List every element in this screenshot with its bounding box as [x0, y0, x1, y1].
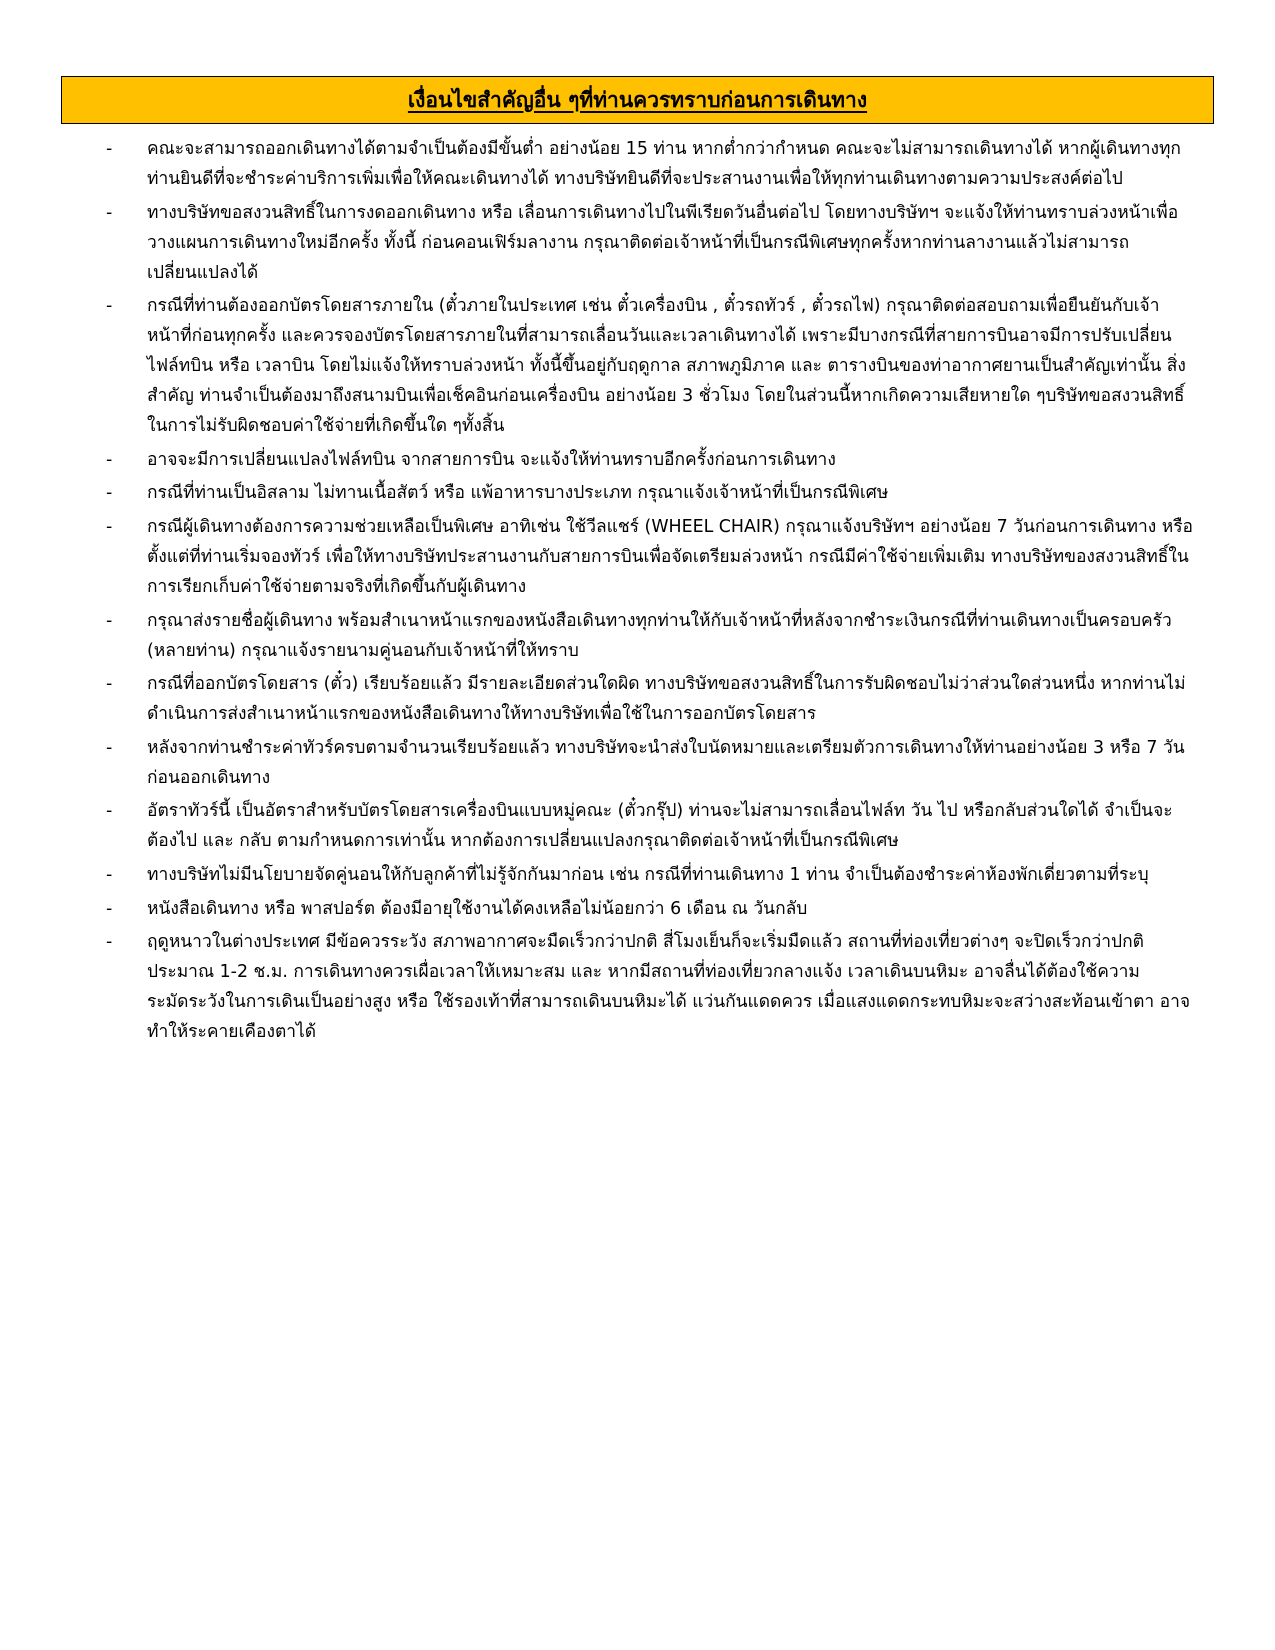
bullet-dash: - [106, 610, 113, 631]
condition-text: คณะจะสามารถออกเดินทางได้ตามจำเป็นต้องมีขั้นต่ำ อย่างน้อย 15 ท่าน หากต่ำกว่ากำหนด คณะจะไม่สามารถเดินทางได้ หากผู้เดินทางทุกท่านยินดีที่จะชำระค่าบริการเพิ่มเพื่อให้คณะเดินทางได้ ทางบริษัทยินดีที่จะประสานงานเพื่อให้ทุกท่านเดินทางตามความประสงค์ต่อไป [147, 139, 1181, 189]
condition-item [106, 894, 1196, 924]
bullet-dash: - [106, 674, 113, 695]
condition-text: ฤดูหนาวในต่างประเทศ มีข้อควรระวัง สภาพอากาศจะมืดเร็วกว่าปกติ สี่โมงเย็นก็จะเริ่มมืดแล้ว สถานที่ท่องเที่ยวต่างๆ จะปิดเร็วกว่าปกติ ประมาณ 1-2 ช.ม. การเดินทางควรเผื่อเวลาให้เหมาะสม และ หากมีสถานที่ท่องเที่ยวกลางแจ้ง เวลาเดินบนหิมะ อาจลื่นได้ต้องใช้ความระมัดระวังในการเดินเป็นอย่างสูง หรือ ใช้รองเท้าที่สามารถเดินบนหิมะได้ แว่นกันแดดควร เมื่อแสงแดดกระทบหิมะจะสว่างสะท้อนเข้าตา อาจทำให้ระคายเคืองตาได้ [147, 932, 1191, 1043]
bullet-dash: - [106, 483, 113, 504]
condition-text: หนังสือเดินทาง หรือ พาสปอร์ต ต้องมีอายุใช้งานได้คงเหลือไม่น้อยกว่า 6 เดือน ณ วันกลับ [147, 898, 808, 919]
condition-item [106, 512, 1196, 602]
condition-item [106, 134, 1196, 194]
bullet-dash: - [106, 932, 113, 953]
section-title: เงื่อนไขสำคัญอื่น ๆที่ท่านควรทราบก่อนการเดินทาง [407, 87, 868, 112]
condition-text: ทางบริษัทไม่มีนโยบายจัดคู่นอนให้กับลูกค้าที่ไม่รู้จักกันมาก่อน เช่น กรณีที่ท่านเดินทาง 1 ท่าน จำเป็นต้องชำระค่าห้องพักเดี่ยวตามที่ระบุ [147, 864, 1149, 885]
bullet-dash: - [106, 296, 113, 317]
bullet-dash: - [106, 898, 113, 919]
condition-item [106, 860, 1196, 890]
condition-text: กรุณาส่งรายชื่อผู้เดินทาง พร้อมสำเนาหน้าแรกของหนังสือเดินทางทุกท่านให้กับเจ้าหน้าที่หลังจากชำระเงินกรณีที่ท่านเดินทางเป็นครอบครัว (หลายท่าน) กรุณาแจ้งรายนามคู่นอนกับเจ้าหน้าที่ให้ทราบ [147, 610, 1172, 661]
condition-item [106, 291, 1196, 441]
condition-item [106, 796, 1196, 856]
condition-text: อาจจะมีการเปลี่ยนแปลงไฟล์ทบิน จากสายการบิน จะแจ้งให้ท่านทราบอีกครั้งก่อนการเดินทาง [147, 449, 836, 470]
bullet-dash: - [106, 139, 113, 159]
condition-item [106, 927, 1196, 1047]
condition-text: กรณีที่ออกบัตรโดยสาร (ตั๋ว) เรียบร้อยแล้ว มีรายละเอียดส่วนใดผิด ทางบริษัทขอสงวนสิทธิ์ในการรับผิดชอบไม่ว่าส่วนใดส่วนหนึ่ง หากท่านไม่ดำเนินการส่งสำเนาหน้าแรกของหนังสือเดินทางให้ทางบริษัทเพื่อใช้ในการออกบัตรโดยสาร [147, 674, 1186, 725]
bullet-dash: - [106, 449, 113, 470]
condition-text: ทางบริษัทขอสงวนสิทธิ์ในการงดออกเดินทาง หรือ เลื่อนการเดินทางไปในพีเรียดวันอื่นต่อไป โดยทางบริษัทฯ จะแจ้งให้ท่านทราบล่วงหน้าเพื่อวางแผนการเดินทางใหม่อีกครั้ง ทั้งนี้ ก่อนคอนเฟิร์มลางาน กรุณาติดต่อเจ้าหน้าที่เป็นกรณีพิเศษทุกครั้งหากท่านลางานแล้วไม่สามารถเปลี่ยนแปลงได้ [147, 202, 1179, 283]
condition-text: อัตราทัวร์นี้ เป็นอัตราสำหรับบัตรโดยสารเครื่องบินแบบหมู่คณะ (ตั๋วกรุ๊ป) ท่านจะไม่สามารถเลื่อนไฟล์ท วัน ไป หรือกลับส่วนใดได้ จำเป็นจะต้องไป และ กลับ ตามกำหนดการเท่านั้น หากต้องการเปลี่ยนแปลงกรุณาติดต่อเจ้าหน้าที่เป็นกรณีพิเศษ [147, 801, 1173, 852]
bullet-dash: - [106, 864, 113, 885]
bullet-dash: - [106, 801, 113, 822]
section-title-banner [61, 76, 1214, 124]
condition-item [106, 606, 1196, 666]
condition-text: กรณีที่ท่านเป็นอิสลาม ไม่ทานเนื้อสัตว์ หรือ แพ้อาหารบางประเภท กรุณาแจ้งเจ้าหน้าที่เป็นกรณีพิเศษ [147, 483, 889, 504]
conditions-list [106, 134, 1196, 1051]
condition-item [106, 478, 1196, 508]
condition-text: กรณีที่ท่านต้องออกบัตรโดยสารภายใน (ตั๋วภายในประเทศ เช่น ตั๋วเครื่องบิน , ตั๋วรถทัวร์ , ตั๋วรถไฟ) กรุณาติดต่อสอบถามเพื่อยืนยันกับเจ้าหน้าที่ก่อนทุกครั้ง และควรจองบัตรโดยสารภายในที่สามารถเลื่อนวันและเวลาเดินทางได้ เพราะมีบางกรณีที่สายการบินอาจมีการปรับเปลี่ยนไฟล์ทบิน หรือ เวลาบิน โดยไม่แจ้งให้ทราบล่วงหน้า ทั้งนี้ขึ้นอยู่กับฤดูกาล สภาพภูมิภาค และ ตารางบินของท่าอากาศยานเป็นสำคัญเท่านั้น สิ่งสำคัญ ท่านจำเป็นต้องมาถึงสนามบินเพื่อเช็คอินก่อนเครื่องบิน อย่างน้อย 3 ชั่วโมง โดยในส่วนนี้หากเกิดความเสียหายใด ๆบริษัทขอสงวนสิทธิ์ในการไม่รับผิดชอบค่าใช้จ่ายที่เกิดขึ้นใด ๆทั้งสิ้น [147, 296, 1186, 437]
condition-text: หลังจากท่านชำระค่าทัวร์ครบตามจำนวนเรียบร้อยแล้ว ทางบริษัทจะนำส่งใบนัดหมายและเตรียมตัวการเดินทางให้ท่านอย่างน้อย 3 หรือ 7 วัน ก่อนออกเดินทาง [147, 737, 1185, 788]
bullet-dash: - [106, 737, 113, 758]
condition-item [106, 445, 1196, 475]
condition-item [106, 198, 1196, 288]
condition-item [106, 733, 1196, 793]
bullet-dash: - [106, 516, 113, 537]
bullet-dash: - [106, 202, 113, 223]
condition-text: กรณีผู้เดินทางต้องการความช่วยเหลือเป็นพิเศษ อาทิเช่น ใช้วีลแชร์ (WHEEL CHAIR) กรุณาแจ้งบริษัทฯ อย่างน้อย 7 วันก่อนการเดินทาง หรือตั้งแต่ที่ท่านเริ่มจองทัวร์ เพื่อให้ทางบริษัทประสานงานกับสายการบินเพื่อจัดเตรียมล่วงหน้า กรณีมีค่าใช้จ่ายเพิ่มเติม ทางบริษัทของสงวนสิทธิ์ในการเรียกเก็บค่าใช้จ่ายตามจริงที่เกิดขึ้นกับผู้เดินทาง [147, 516, 1194, 597]
condition-item [106, 669, 1196, 729]
